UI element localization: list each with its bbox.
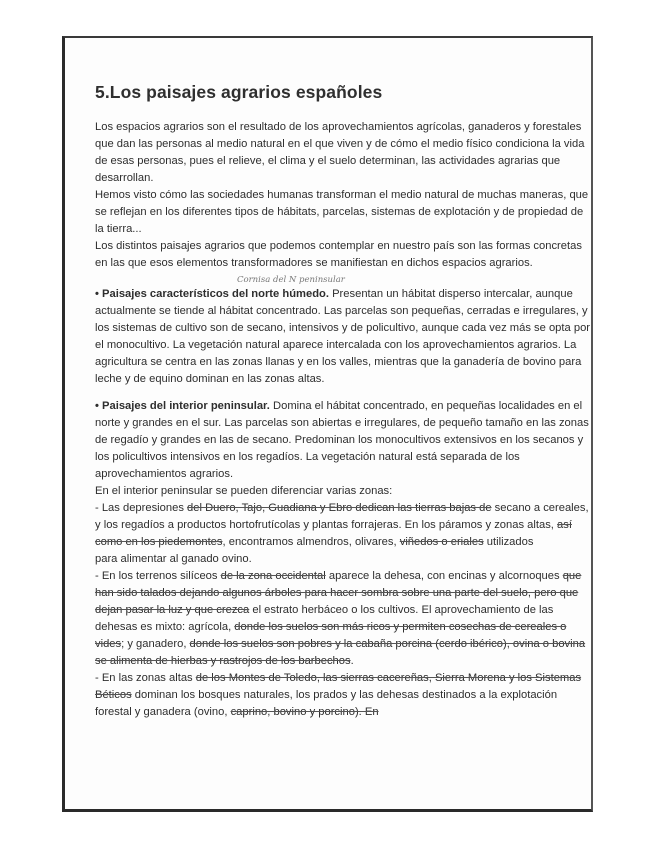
section-interior — [95, 398, 590, 483]
struck-text: donde los suelos son más ricos y permiten cosechas de cereales o vides — [95, 621, 567, 650]
struck-text: de los Montes de Toledo, las sierras cacereñas, Sierra Morena y los Sistemas Béticos — [95, 672, 582, 701]
struck-text: de la zona occidental — [220, 570, 326, 582]
text-run: - En las zonas altas — [95, 672, 196, 684]
text-run: . — [350, 655, 354, 667]
intro-paragraph-3: Los distintos paisajes agrarios que podemos contemplar en nuestro país son las formas concretas en las que esos elementos transformadores se manifiestan en dichos espacios agrarios. — [95, 240, 582, 269]
intro-paragraph-1: Los espacios agrarios son el resultado de los aprovechamientos agrícolas, ganaderos y forestales que dan las personas al medio natural en el que viven y de cómo el medio físico condiciona la vida de esas personas, pues el relieve, el clima y el suelo determinan, las actividades agrarias que desarrollan. — [95, 121, 585, 184]
text-run: , encontramos almendros, olivares, — [222, 536, 400, 548]
text-run: secano a cereales, y los regadíos a productos hortofrutícolas y plantas forrajeras. En los páramos y zonas altas, — [95, 502, 589, 531]
struck-text: así como en los piedemontes — [95, 519, 572, 548]
zone-siliceous — [95, 568, 590, 670]
text-run: - Las depresiones — [95, 502, 188, 514]
intro-paragraph-2: Hemos visto cómo las sociedades humanas transforman el medio natural de muchas maneras, que se reflejan en los diferentes tipos de hábitats, parcelas, sistemas de explotación y de propiedad de la tierra... — [95, 189, 589, 235]
struck-text: donde los suelos son pobres y la cabaña porcina (cerdo ibérico), ovina o bovina se alimenta de hierbas y rastrojos de los barbechos — [95, 638, 586, 667]
struck-text: que han sido talados dejando algunos árboles para hacer sombra sobre una parte del suelo, pero que dejan pasar la luz y que crezca — [95, 570, 582, 616]
struck-text: viñedos o eriales — [399, 536, 484, 548]
zone-highlands — [95, 670, 590, 721]
document-body — [95, 82, 590, 721]
section-north-text: Presentan un hábitat disperso intercalar, aunque actualmente se tiende al hábitat concentrado. Las parcelas son pequeñas, cerradas e irregulares, y los sistemas de cultivo son de secano, intensivos y de policultivo, aunque cada vez más se opta por el monocultivo. La vegetación natural aparece intercalada con los aprovechamientos agrarios. La agricultura se centra en las zonas llanas y en los valles, mientras que la ganadería de bovino para leche y de equino dominan en las zonas altas. — [95, 288, 591, 385]
struck-text: caprino, bovino y porcino). En — [230, 706, 379, 718]
text-run: el estrato herbáceo o los cultivos. El aprovechamiento de las dehesas es mixto: agrícola, — [95, 604, 554, 633]
text-run: ; y ganadero, — [121, 638, 190, 650]
document-title: 5.Los paisajes agrarios españoles — [95, 82, 383, 102]
zones-intro: En el interior peninsular se pueden diferenciar varias zonas: — [95, 485, 393, 497]
zone-depressions — [95, 500, 590, 551]
section-north-heading: • Paisajes característicos del norte húmedo. — [95, 288, 329, 300]
handwritten-note: Cornisa del N peninsular — [237, 275, 345, 285]
section-interior-heading: • Paisajes del interior peninsular. — [95, 400, 270, 412]
struck-text: del Duero, Tajo, Guadiana y Ebro dedican las tierras bajas de — [187, 502, 492, 514]
zone-depressions-end: para alimentar al ganado ovino. — [95, 553, 252, 565]
section-north-humid — [95, 286, 590, 388]
text-run: dominan los bosques naturales, los prados y las dehesas destinados a la explotación forestal y ganadera (ovino, — [95, 689, 558, 718]
text-run: aparece la dehesa, con encinas y alcornoques — [325, 570, 563, 582]
text-run: utilizados — [483, 536, 534, 548]
scanned-page — [62, 36, 593, 812]
text-run: - En los terrenos silíceos — [95, 570, 221, 582]
section-interior-text: Domina el hábitat concentrado, en pequeñas localidades en el norte y grandes en el sur. Las parcelas son abiertas e irregulares, de pequeño tamaño en las zonas de regadío y grandes en las de secano. Predominan los monocultivos extensivos en los secanos y los policultivos intensivos en los regadíos. La vegetación natural está separada de los aprovechamientos agrarios. — [95, 400, 589, 480]
